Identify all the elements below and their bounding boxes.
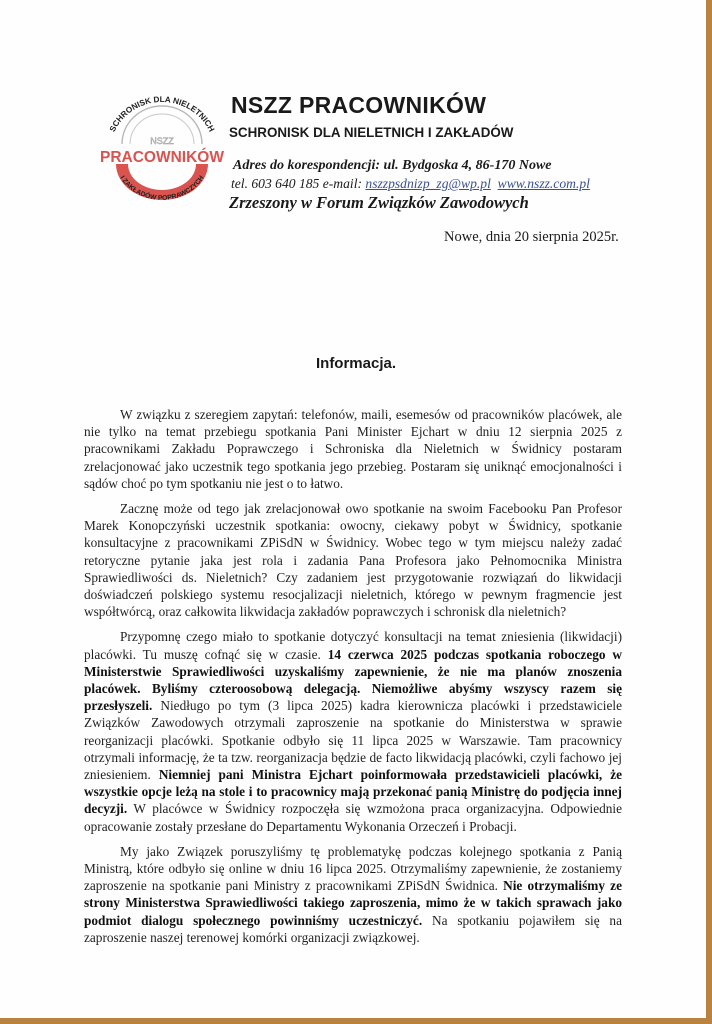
body-paragraph — [84, 500, 622, 620]
emphasized-text: Nie otrzymaliśmy ze strony Ministerstwa Sprawiedliwości takiego zaproszenia, mimo że w takich sprawach jako podmiot dialogu społecznego powinniśmy uczestniczyć. — [84, 878, 622, 928]
forum-affiliation: Zrzeszony w Forum Związków Zawodowych — [229, 193, 529, 212]
date-line: Nowe, dnia 20 sierpnia 2025r. — [444, 229, 619, 245]
body-paragraph — [84, 406, 622, 492]
organization-subtitle: SCHRONISK DLA NIELETNICH I ZAKŁADÓW — [229, 125, 514, 140]
union-logo-graphic — [88, 86, 236, 206]
logo-center-text: PRACOWNIKÓW — [100, 149, 224, 166]
contact-line — [231, 176, 590, 192]
paragraph-text: Zacznę może od tego jak zrelacjonował owo spotkanie na swoim Facebooku Pan Profesor Marek Konopczyński uczestnik spotkania: owocny, ciekawy pobyt w Świdnicy, spotkanie konsultacyjne z pracownikami ZPiSdN w Świdnicy. Wobec tego w tym miejscu należy zadać retoryczne pytanie jaka jest rola i zadania Pana Profesora jako Pełnomocnika Ministra Sprawiedliwości ds. Nieletnich? Czy zadaniem jest przygotowanie rozwiązań do likwidacji doświadczeń polskiego systemu resocjalizacji nieletnich, którego w pewnym fragmencie jest współtwórcą, oraz całkowita likwidacja zakładów poprawczych i schronisk dla nieletnich? — [84, 501, 622, 620]
paragraph-text: Przypomnę czego miało to spotkanie dotyczyć konsultacji na temat zniesienia (likwidacji) placówki. Tu muszę cofnąć się w czasie. — [84, 629, 622, 662]
emphasized-text: 14 czerwca 2025 podczas spotkania roboczego w Ministerstwie Sprawiedliwości uzyskaliśmy zapewnienie, że nie ma planów znoszenia placówek. Byliśmy czteroosobową delegacją. Niemożliwe abyśmy wszyscy razem się przesłyszeli. — [84, 646, 622, 714]
paragraph-text: W związku z szeregiem zapytań: telefonów, maili, esemesów od pracowników placówek, ale nie tylko na temat przebiegu spotkania Pani Minister Ejchart w dniu 12 sierpnia 2025 z pracownikami Zakładu Poprawczego i Schroniska dla Nieletnich w Świdnicy postaram zrelacjonować jako uczestnik tego spotkania jego przebieg. Postaram się uniknąć emocjonalności i sądów choć po tym spotkaniu nie jest o to łatwo. — [84, 407, 622, 491]
document-body — [84, 406, 622, 954]
website-link[interactable]: www.nszz.com.pl — [497, 176, 590, 191]
email-link[interactable]: nszzpsdnizp_zg@wp.pl — [365, 176, 491, 191]
body-paragraph — [84, 628, 622, 834]
logo-arc-top-text: SCHRONISK DLA NIELETNICH — [107, 94, 217, 134]
paragraph-text: Na spotkaniu pojawiłem się na zaproszenie naszej terenowej komórki organizacji związkowej. — [84, 912, 622, 945]
union-logo — [88, 86, 236, 206]
phone-label: tel. 603 640 185 e-mail: — [231, 176, 366, 191]
emphasized-text: Niemniej pani Ministra Ejchart poinformowała przedstawicieli placówki, że wszystkie opcje leżą na stole i to pracownicy mają przekonać panią Ministrę do podjęcia innej decyzji. — [84, 767, 623, 817]
correspondence-address: Adres do korespondencji: ul. Bydgoska 4, 86-170 Nowe — [233, 158, 552, 173]
organization-title: NSZZ PRACOWNIKÓW — [231, 92, 487, 118]
document-title: Informacja. — [315, 355, 397, 372]
logo-arc-bottom-text: I ZAKŁADÓW POPRAWCZYCH — [118, 174, 206, 203]
body-paragraph — [84, 843, 622, 946]
logo-center-small-text: NSZZ — [150, 136, 174, 146]
paragraph-text: Niedługo po tym (3 lipca 2025) kadra kierownicza placówki i przedstawiciele Związków Zawodowych otrzymali zaproszenie na spotkanie do Ministerstwa w sprawie reorganizacji placówki. Spotkanie odbyło się 11 lipca 2025 w Warszawie. Tam pracownicy otrzymali informację, że ta tzw. reorganizacja będzie de facto likwidacją placówki, czyli fachowo jej zniesieniem. — [84, 698, 622, 783]
paragraph-text: My jako Związek poruszyliśmy tę problematykę podczas kolejnego spotkania z Panią Ministrą, które odbyło się online w dniu 16 lipca 2025. Otrzymaliśmy zapewnienie, że zostaniemy zaproszenie na spotkanie pani Ministry z pracownikami ZPiSdN Świdnica. — [84, 843, 622, 894]
paragraph-text: W placówce w Świdnicy rozpoczęła się wzmożona praca organizacyjna. Odpowiednie opracowanie zostały przesłane do Departamentu Wykonania Orzeczeń i Probacji. — [84, 801, 622, 834]
